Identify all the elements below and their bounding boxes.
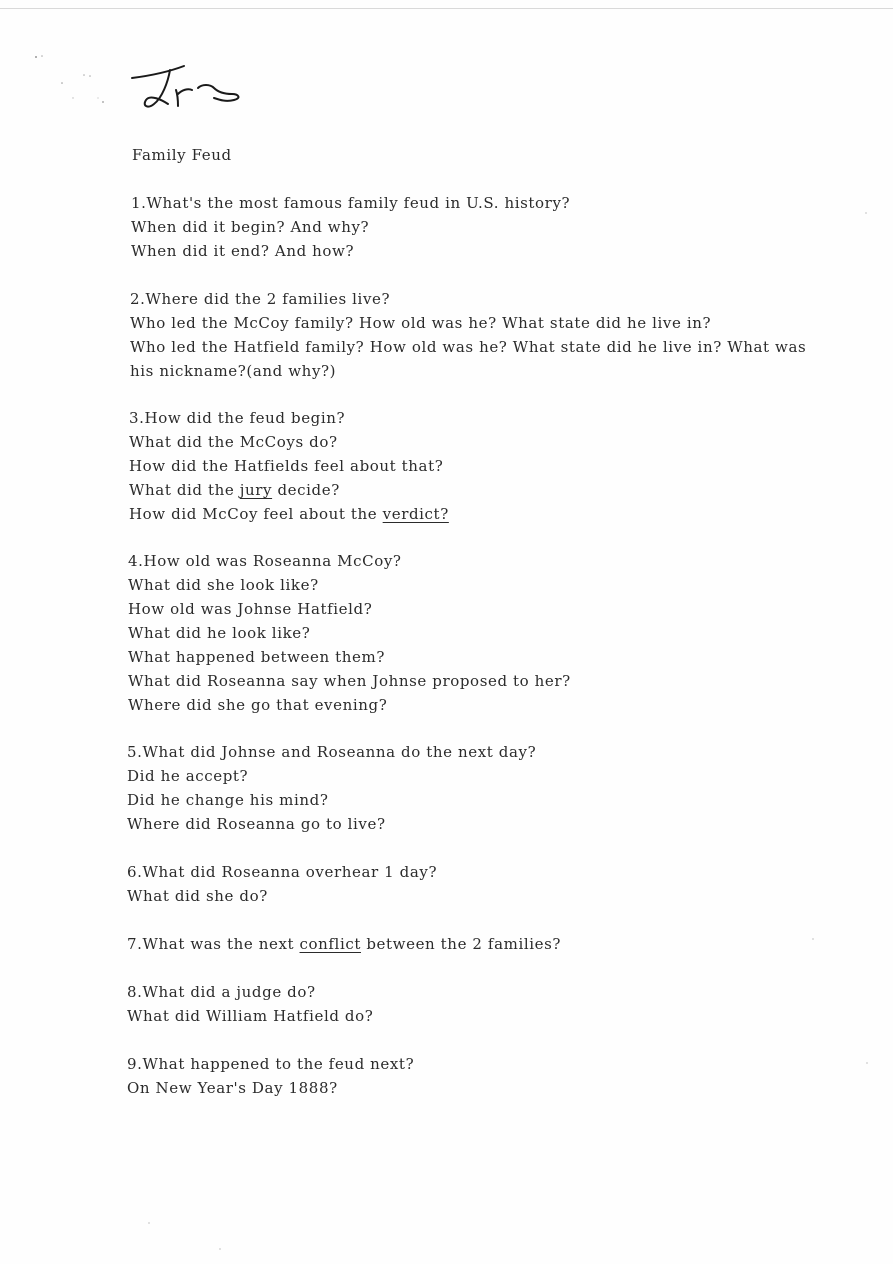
question-line: What did Roseanna say when Johnse proposed to her? [128, 672, 571, 690]
underlined-word: verdict? [382, 505, 449, 523]
underlined-word: conflict [299, 935, 361, 953]
question-line: What did she do? [127, 887, 268, 905]
question-line: 1.What's the most famous family feud in U.S. history? [131, 194, 571, 212]
scan-edge-line [0, 8, 893, 9]
scan-speck [812, 938, 814, 940]
question-4 [128, 549, 828, 717]
question-2 [130, 287, 890, 383]
question-8 [127, 980, 827, 1028]
question-line: 3.How did the feud begin? [129, 409, 346, 427]
question-line: What did the McCoys do? [129, 433, 338, 451]
question-6 [127, 860, 827, 908]
question-line: Where did Roseanna go to live? [127, 815, 386, 833]
scan-speck [219, 1248, 221, 1250]
question-line: How old was Johnse Hatfield? [128, 600, 373, 618]
question-line [129, 478, 829, 502]
question-1 [131, 191, 831, 263]
question-5 [127, 740, 827, 836]
scan-speck [865, 212, 867, 214]
question-text: 7.What was the next [127, 935, 300, 953]
question-line: 6.What did Roseanna overhear 1 day? [127, 863, 438, 881]
question-3 [129, 406, 829, 526]
question-line: Did he change his mind? [127, 791, 329, 809]
underlined-word: jury [239, 481, 273, 499]
question-line [129, 502, 829, 526]
question-7 [127, 932, 827, 956]
question-line: his nickname?(and why?) [130, 362, 337, 380]
question-text: decide? [272, 481, 340, 499]
question-line: What happened between them? [128, 648, 385, 666]
scan-speck [148, 1222, 150, 1224]
question-line: When did it begin? And why? [131, 218, 370, 236]
question-line: What did William Hatfield do? [127, 1007, 374, 1025]
question-line: Who led the McCoy family? How old was he? What state did he live in? [130, 314, 712, 332]
document-title: Family Feud [132, 146, 232, 164]
question-9 [127, 1052, 827, 1100]
scan-speck [866, 1062, 868, 1064]
question-line: 8.What did a judge do? [127, 983, 316, 1001]
scan-specks [28, 48, 118, 118]
question-line: 5.What did Johnse and Roseanna do the next day? [127, 743, 537, 761]
question-line: On New Year's Day 1888? [127, 1079, 338, 1097]
question-line: Who led the Hatfield family? How old was he? What state did he live in? What was [130, 338, 807, 356]
question-line: Did he accept? [127, 767, 249, 785]
handwritten-signature [128, 60, 248, 120]
question-text: How did McCoy feel about the [129, 505, 383, 523]
question-line: Where did she go that evening? [128, 696, 388, 714]
question-line: What did she look like? [128, 576, 319, 594]
question-line: 4.How old was Roseanna McCoy? [128, 552, 402, 570]
question-text: between the 2 families? [360, 935, 562, 953]
question-text: What did the [129, 481, 240, 499]
question-line: When did it end? And how? [131, 242, 355, 260]
question-line: 2.Where did the 2 families live? [130, 290, 391, 308]
question-line: 9.What happened to the feud next? [127, 1055, 415, 1073]
question-line [127, 932, 827, 956]
question-line: How did the Hatfields feel about that? [129, 457, 444, 475]
question-line: What did he look like? [128, 624, 311, 642]
